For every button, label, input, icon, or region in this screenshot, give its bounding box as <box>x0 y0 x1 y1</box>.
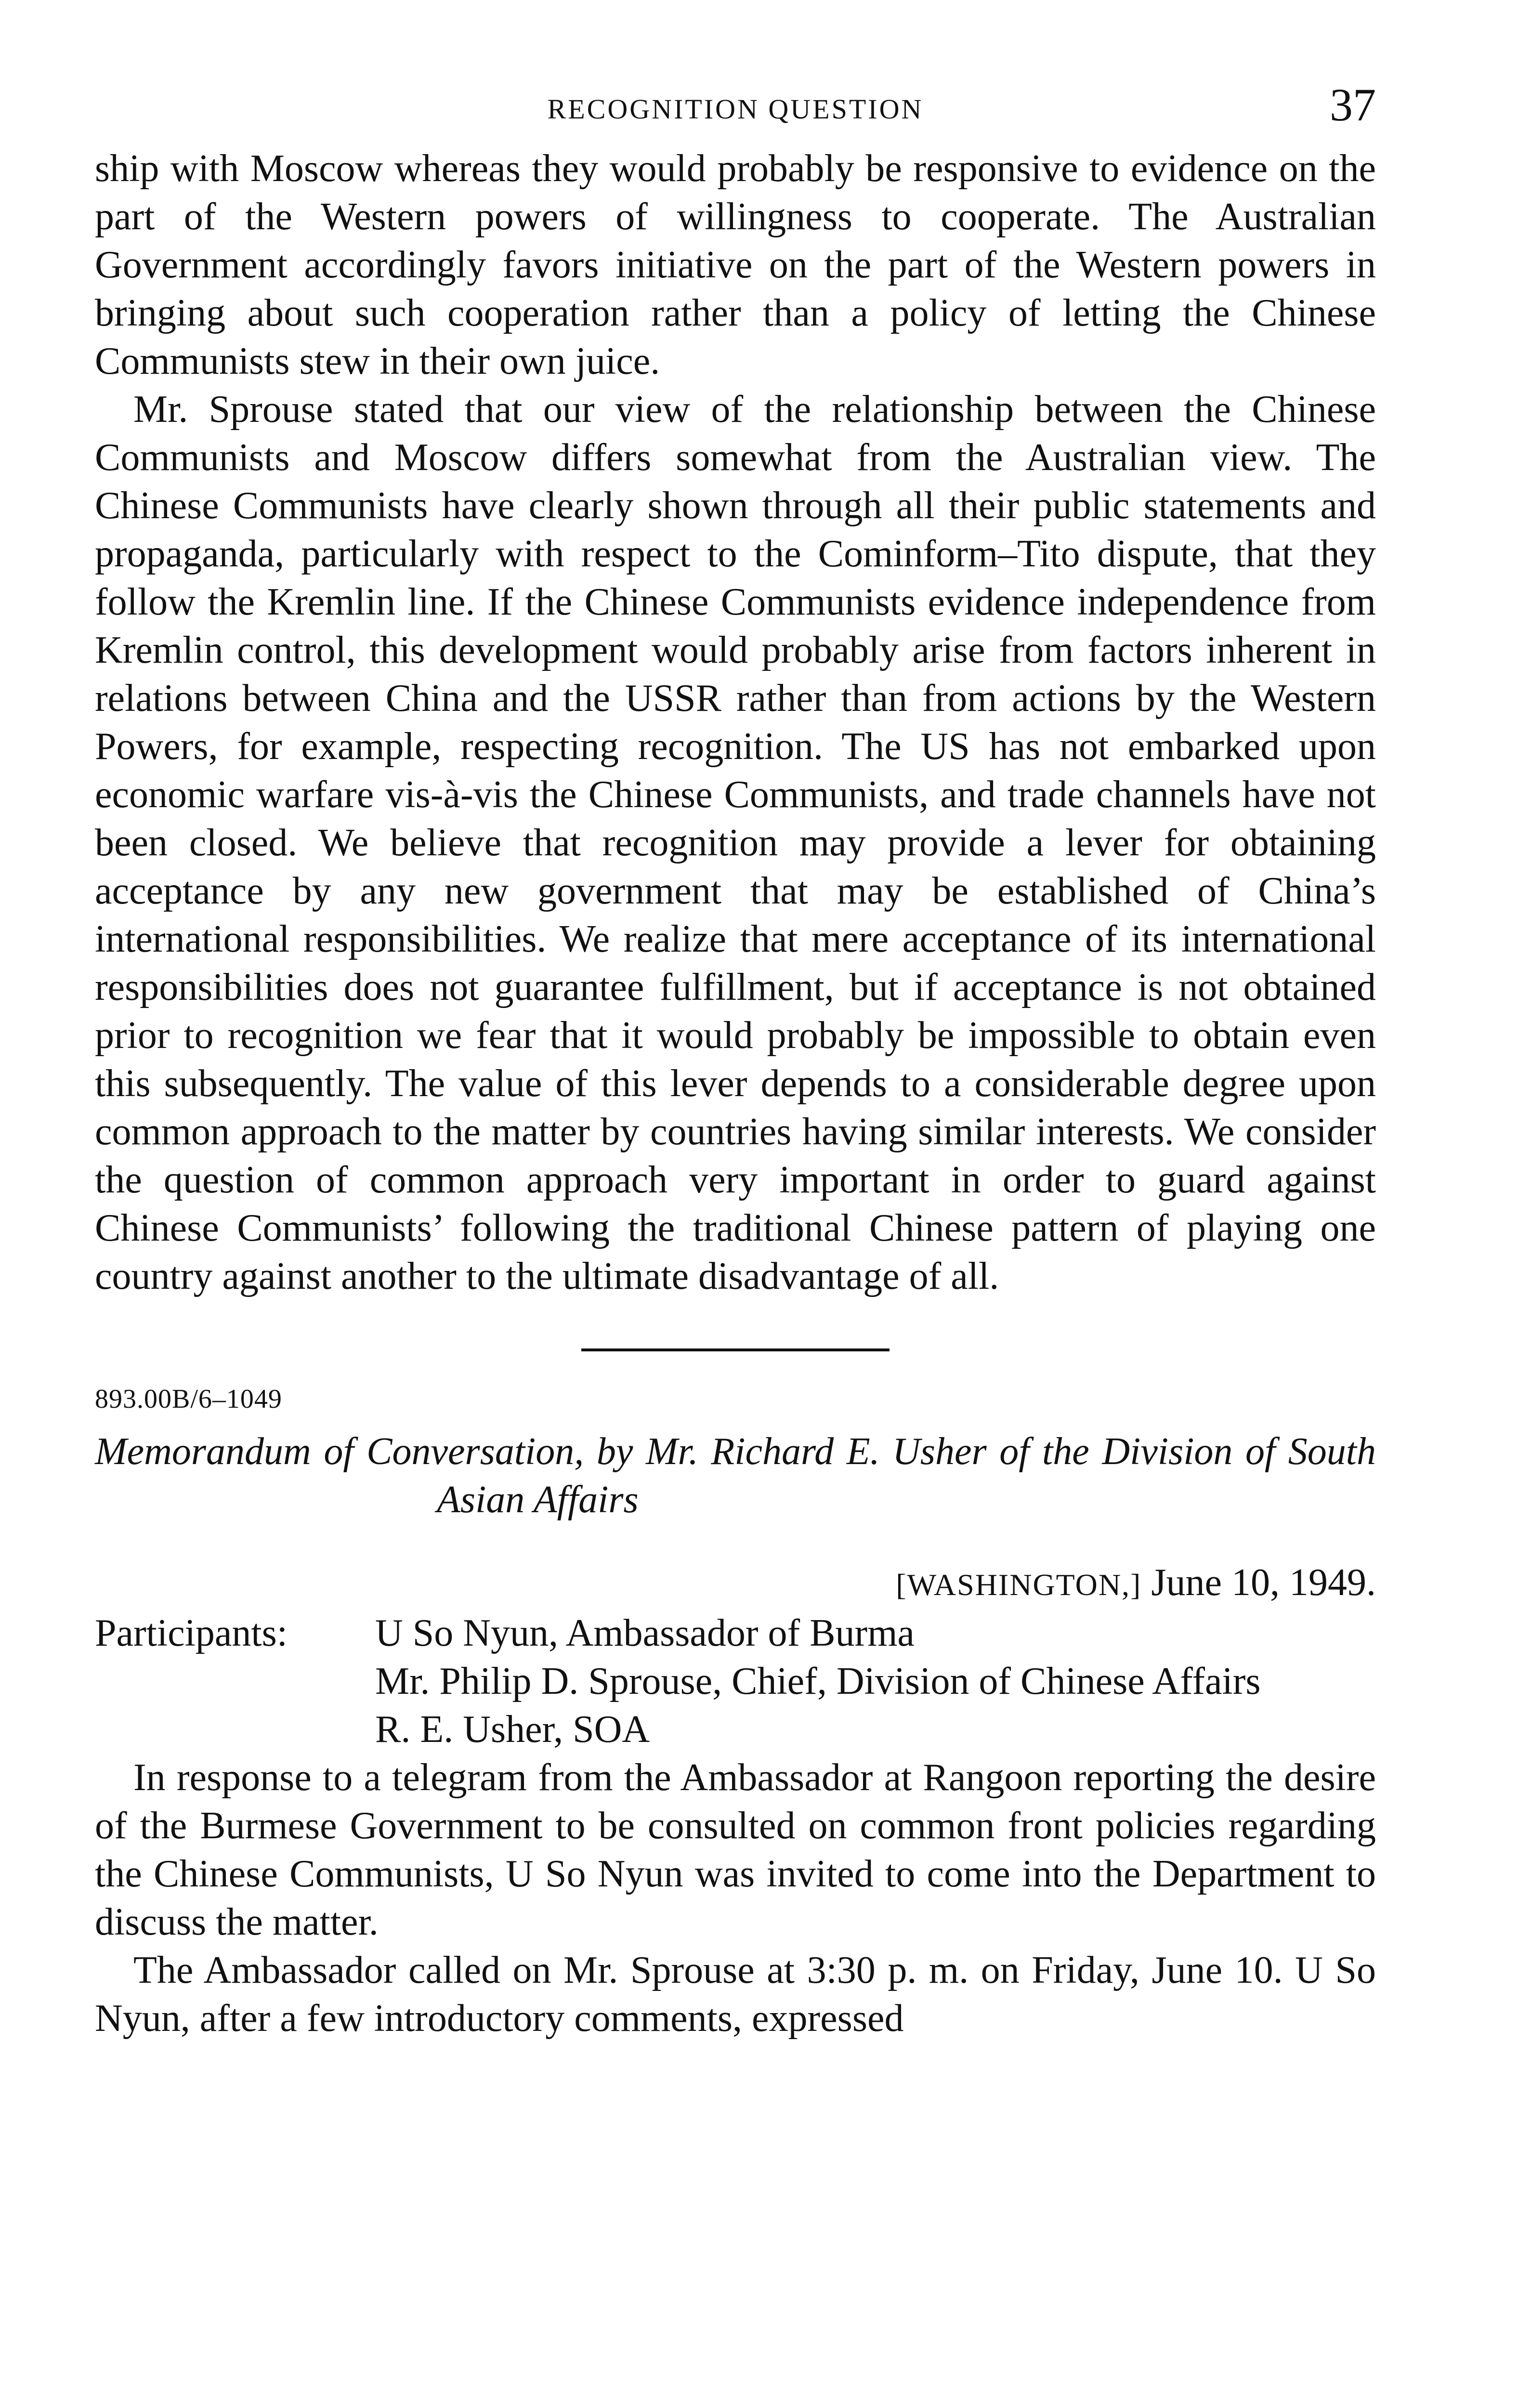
dateline-date: June 10, 1949. <box>1151 1561 1376 1604</box>
paragraph-ambassador-call: The Ambassador called on Mr. Sprouse at 3:30 p. m. on Friday, June 10. U So Nyun, after a few introductory comments, expressed <box>95 1949 1376 2040</box>
participants-list <box>375 1609 1376 1754</box>
participant-item: R. E. Usher, SOA <box>375 1708 650 1751</box>
participant-item: U So Nyun, Ambassador of Burma <box>375 1612 915 1654</box>
paragraph-continuation: ship with Moscow whereas they would probably be responsive to evidence on the part of the Western powers of willingness to cooperate. The Australian Government accordingly favors initiative on the part of the Western powers in bringing about such cooperation rather than a policy of letting the Chinese Communists stew in their own juice. <box>95 147 1376 382</box>
section-divider <box>581 1348 890 1351</box>
participants-label: Participants: <box>95 1612 288 1654</box>
paragraph-sprouse-view: Mr. Sprouse stated that our view of the relationship between the Chinese Communists and Moscow differs somewhat from the Australian view. The Chinese Communists have clearly shown through all their public statements and propaganda, particularly with respect to the Cominform–Tito dispute, that they follow the Kremlin line. If the Chinese Communists evidence independence from Kremlin control, this development would probably arise from factors inherent in relations between China and the USSR rather than from actions by the Western Powers, for example, respecting recognition. The US has not embarked upon economic warfare vis-à-vis the Chinese Communists, and trade channels have not been closed. We believe that recognition may provide a lever for obtaining acceptance by any new government that may be established of China’s international responsibilities. We realize that mere acceptance of its international responsibilities does not guarantee fulfillment, but if acceptance is not obtained prior to recognition we fear that it would probably be impossible to obtain even this subsequently. The value of this lever depends to a considerable degree upon common approach to the matter by countries having similar interests. We consider the question of common approach very important in order to guard against Chinese Communists’ following the traditional Chinese pattern of playing one country against another to the ultimate disadvantage of all. <box>95 388 1376 1297</box>
file-number: 893.00B/6–1049 <box>95 1384 282 1414</box>
paragraph-telegram: In response to a telegram from the Ambassador at Rangoon reporting the desire of the Burmese Government to be consulted on common front policies regarding the Chinese Communists, U So Nyun was invited to come into the Department to discuss the matter. <box>95 1756 1376 1943</box>
page-number: 37 <box>1330 79 1376 131</box>
participants-block <box>95 1609 1376 1754</box>
participant-item: Mr. Philip D. Sprouse, Chief, Division of Chinese Affairs <box>375 1660 1261 1702</box>
dateline <box>95 1558 1376 1609</box>
document-page <box>95 79 1376 2042</box>
running-head: RECOGNITION QUESTION <box>547 93 924 125</box>
page-header <box>95 79 1376 144</box>
memo-title: Memorandum of Conversation, by Mr. Richard E. Usher of the Division of South Asian Affairs <box>95 1430 1376 1521</box>
dateline-place: [WASHINGTON,] <box>896 1568 1142 1602</box>
